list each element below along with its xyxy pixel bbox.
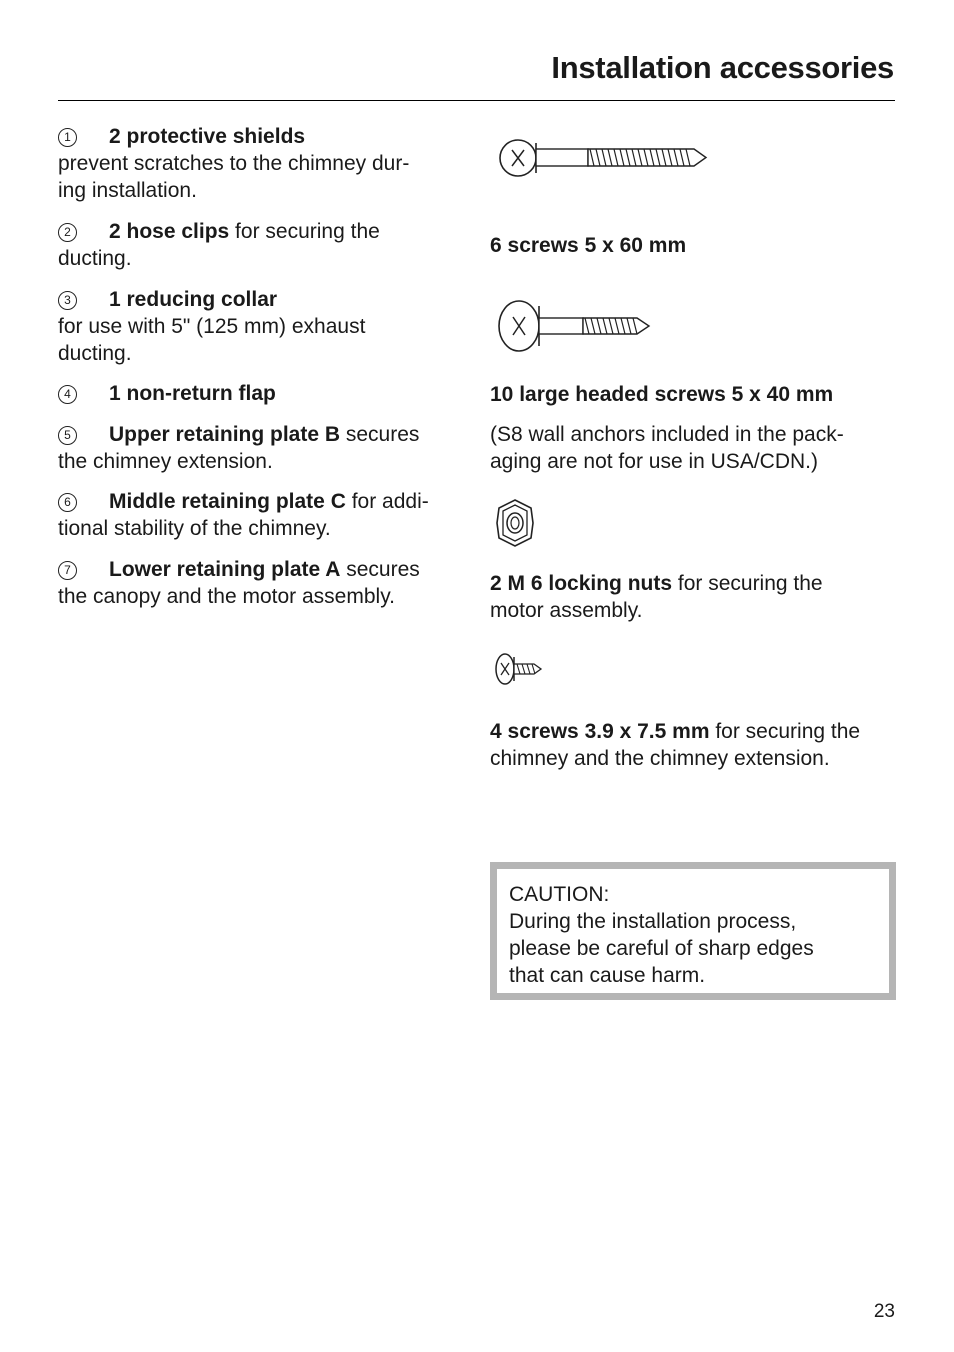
small-screw-icon (494, 651, 544, 687)
item-text: the chimney extension. (58, 450, 273, 473)
item-text: aging are not for use in USA/CDN.) (490, 450, 818, 473)
caution-box (490, 862, 896, 1000)
item-text: tional stability of the chimney. (58, 517, 331, 540)
right-item-wall-anchor-note (490, 421, 900, 475)
item-text: ducting. (58, 247, 132, 270)
item-text: for securing the (229, 220, 380, 243)
item-number: 6 (58, 493, 77, 512)
item-text: for securing the (709, 720, 861, 743)
item-text: (S8 wall anchors included in the pack- (490, 423, 844, 446)
item-title: Middle retaining plate C (109, 490, 346, 513)
caution-text: please be careful of sharp edges (509, 937, 814, 960)
page-title: Installation accessories (551, 50, 894, 85)
large-headed-screw-icon (497, 296, 653, 356)
item-text: ducting. (58, 342, 132, 365)
item-number: 2 (58, 223, 77, 242)
caution-heading: CAUTION: (509, 883, 610, 906)
item-title: 6 screws 5 x 60 mm (490, 234, 687, 257)
item-text: the canopy and the motor assembly. (58, 585, 395, 608)
list-item-middle-plate (58, 488, 468, 542)
locking-nut-icon (493, 497, 537, 549)
item-title: 2 hose clips (109, 220, 230, 243)
caution-text: that can cause harm. (509, 964, 706, 987)
right-item-small-screws (490, 718, 900, 772)
item-title: 4 screws 3.9 x 7.5 mm (490, 720, 710, 743)
item-text: ing installation. (58, 179, 197, 202)
item-text: for use with 5" (125 mm) exhaust (58, 315, 366, 338)
list-item-hose-clips (58, 218, 468, 272)
item-text: chimney and the chimney extension. (490, 747, 830, 770)
item-number: 3 (58, 291, 77, 310)
item-title: 2 M 6 locking nuts (490, 572, 673, 595)
item-number: 7 (58, 561, 77, 580)
item-title: 10 large headed screws 5 x 40 mm (490, 383, 834, 406)
item-number: 5 (58, 426, 77, 445)
right-item-large-screws (490, 381, 900, 408)
list-item-upper-plate (58, 421, 468, 475)
item-title: 1 non-return flap (109, 382, 276, 405)
right-item-locking-nuts (490, 570, 900, 624)
item-text: secures (340, 558, 420, 581)
item-title: Upper retaining plate B (109, 423, 341, 446)
item-text: for addi- (345, 490, 429, 513)
item-text: secures (340, 423, 420, 446)
list-item-lower-plate (58, 556, 468, 610)
list-item-protective-shields (58, 123, 468, 204)
right-item-screws-60 (490, 232, 900, 259)
list-item-non-return-flap (58, 380, 468, 407)
item-number: 1 (58, 128, 77, 147)
item-title: Lower retaining plate A (109, 558, 341, 581)
page-number: 23 (873, 1301, 895, 1322)
item-title: 2 protective shields (109, 125, 306, 148)
header-rule (58, 100, 895, 101)
item-text: for securing the (672, 572, 823, 595)
item-text: motor assembly. (490, 599, 643, 622)
item-text: prevent scratches to the chimney dur- (58, 152, 410, 175)
long-screw-icon (498, 130, 710, 186)
caution-text: During the installation process, (509, 910, 797, 933)
item-number: 4 (58, 385, 77, 404)
list-item-reducing-collar (58, 286, 468, 367)
item-title: 1 reducing collar (109, 288, 278, 311)
